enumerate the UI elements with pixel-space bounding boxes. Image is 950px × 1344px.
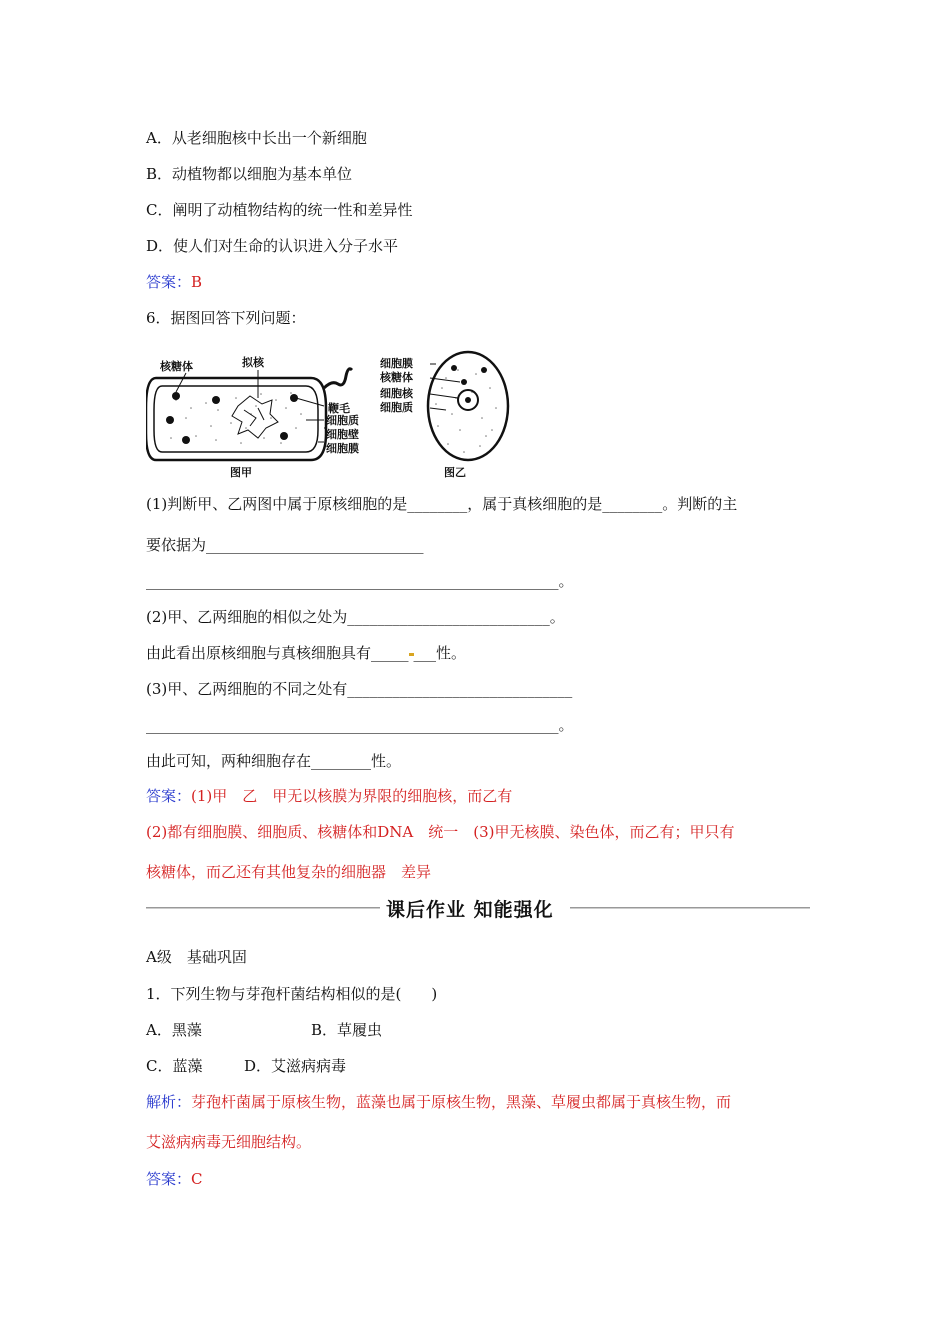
q1-stem: 1．下列生物与芽孢杆菌结构相似的是( ) <box>146 985 438 1003</box>
answer-value: B <box>191 273 203 291</box>
label-cytoplasm-jia: 细胞质 <box>326 414 359 427</box>
figure-jia <box>146 355 359 479</box>
answer-label: 答案： <box>146 273 192 291</box>
label-cell-wall: 细胞壁 <box>326 428 359 441</box>
answer-value: C <box>191 1170 203 1188</box>
analysis-label: 解析： <box>146 1093 192 1111</box>
label-ribosome-jia: 核糖体 <box>160 360 193 373</box>
label-nucleoid: 拟核 <box>242 356 264 369</box>
q1-option-a: A．黑藻 <box>146 1021 202 1039</box>
q6-part1-line2: 要依据为_____________________________ <box>146 536 424 554</box>
q5-option-c: C．阐明了动植物结构的统一性和差异性 <box>146 201 413 219</box>
q5-answer <box>146 272 202 292</box>
q6-part3-line1: (3)甲、乙两细胞的不同之处有______________________________ <box>146 680 573 698</box>
label-membrane-jia: 细胞膜 <box>326 442 359 455</box>
q5-option-d: D．使人们对生命的认识进入分子水平 <box>146 237 399 255</box>
q1-option-c: C．蓝藻 <box>146 1057 203 1075</box>
answer-label: 答案： <box>146 1170 192 1188</box>
q6-part2-line2-a: 由此看出原核细胞与真核细胞具有_____ <box>146 644 409 662</box>
section-header <box>146 892 810 924</box>
section-rule-left <box>146 907 380 909</box>
q1-answer <box>146 1169 203 1189</box>
q6-answer-line3: 核糖体，而乙还有其他复杂的细胞器 差异 <box>146 863 432 881</box>
level-a-heading: A级 基础巩固 <box>146 948 247 966</box>
q1-option-d: D．艾滋病病毒 <box>244 1057 347 1075</box>
q6-part1-line1: (1)判断甲、乙两图中属于原核细胞的是________，属于真核细胞的是________。判断的主 <box>146 495 738 513</box>
label-ribosome-yi: 核糖体 <box>380 371 413 384</box>
q6-answer-text1: (1)甲 乙 甲无以核膜为界限的细胞核，而乙有 <box>191 787 513 805</box>
label-membrane-yi: 细胞膜 <box>380 357 413 370</box>
section-title: 课后作业 知能强化 <box>386 899 554 921</box>
q6-stem: 6．据图回答下列问题： <box>146 309 306 327</box>
q6-part2-line1: (2)甲、乙两细胞的相似之处为___________________________。 <box>146 608 565 626</box>
q1-option-b: B．草履虫 <box>311 1021 383 1039</box>
q5-option-b: B．动植物都以细胞为基本单位 <box>146 165 353 183</box>
q6-answer-line1 <box>146 786 512 806</box>
q6-part3-line2: _______________________________________________________。 <box>146 716 574 734</box>
q6-answer-line2: (2)都有细胞膜、细胞质、核糖体和DNA 统一 (3)甲无核膜、染色体，而乙有；甲只有 <box>146 823 735 841</box>
caption-yi: 图乙 <box>444 466 466 479</box>
q1-analysis-line1 <box>146 1092 731 1112</box>
figure-yi <box>379 352 508 479</box>
q6-part1-line3: _______________________________________________________。 <box>146 572 574 590</box>
cell-figure <box>146 348 626 480</box>
label-flagellum: 鞭毛 <box>328 402 350 415</box>
q6-part3-line3: 由此可知，两种细胞存在________性。 <box>146 752 402 770</box>
section-rule-right <box>570 907 810 909</box>
q1-analysis-line2: 艾滋病病毒无细胞结构。 <box>146 1133 312 1151</box>
label-nucleus: 细胞核 <box>380 387 413 400</box>
q5-option-a: A．从老细胞核中长出一个新细胞 <box>146 129 367 147</box>
q6-part2-line2-b: ___性。 <box>413 644 467 662</box>
q6-part2-line2 <box>146 643 466 663</box>
answer-label: 答案： <box>146 787 192 805</box>
q1-analysis-text1: 芽孢杆菌属于原核生物，蓝藻也属于原核生物，黑藻、草履虫都属于真核生物，而 <box>191 1093 732 1111</box>
label-cytoplasm-yi: 细胞质 <box>380 401 413 414</box>
caption-jia: 图甲 <box>230 466 252 479</box>
